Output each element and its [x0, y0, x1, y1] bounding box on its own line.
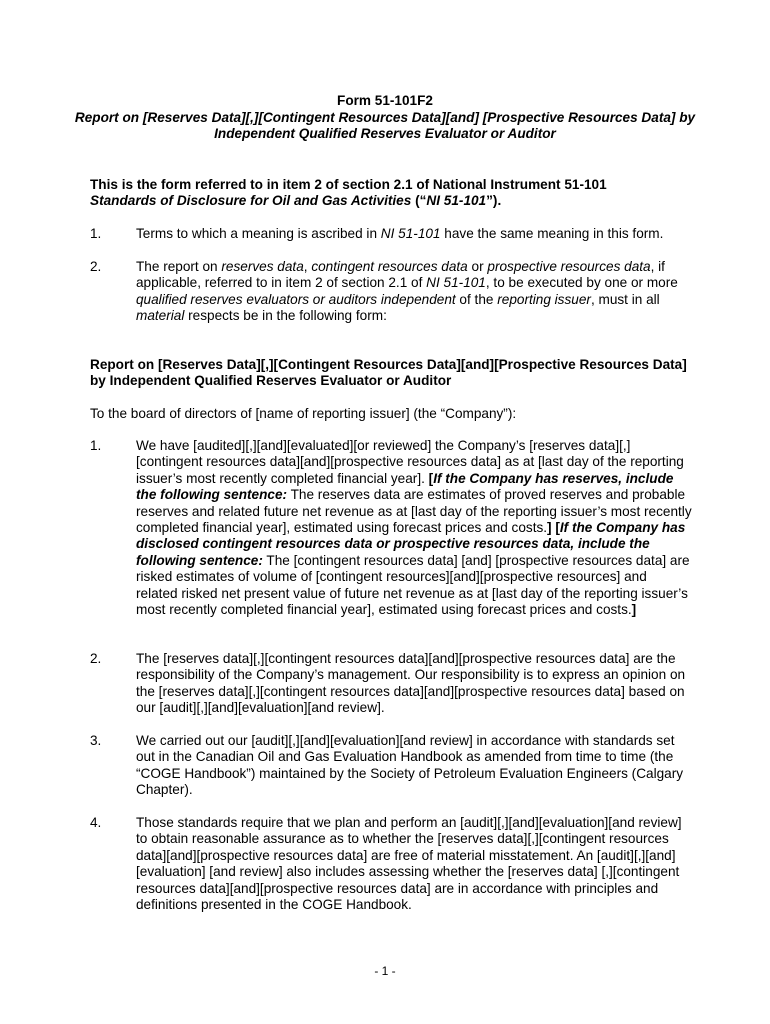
salutation: To the board of directors of [name of reporting issuer] (the “Company”): [90, 406, 517, 421]
instruction-number: 2. [90, 259, 102, 274]
instruction-number: 1. [90, 226, 102, 241]
instruction-2: The report on reserves data, contingent resources data or prospective resources data, if applicable, referred to in item 2 of section 2.1 of NI 51-101, to be executed by one or more qualified reserves evaluators or auditors independent of the reporting issuer, must in all material respects be in the following form: [136, 259, 678, 324]
intro-instrument-title: Standards of Disclosure for Oil and Gas Activities [90, 193, 412, 209]
report-item-2: The [reserves data][,][contingent resources data][and][prospective resources data] are the responsibility of the Company’s management. Our responsibility is to express an opinion on the [reserves data][,][contingent resources data][and][prospective resources data] based on our [audit][,][and][evaluation][and review]. [136, 651, 686, 716]
report-item-number: 2. [90, 651, 102, 666]
form-title-block [60, 93, 710, 143]
report-item-number: 4. [90, 815, 102, 830]
intro-open: (“ [411, 193, 427, 209]
page-number: - 1 - [374, 964, 396, 978]
intro-line1: This is the form referred to in item 2 of section 2.1 of National Instrument 51-101 [90, 177, 607, 192]
report-item-number: 1. [90, 438, 102, 453]
intro-paragraph [90, 177, 690, 210]
report-item-number: 3. [90, 733, 102, 748]
intro-ni-abbrev: NI 51-101 [426, 193, 487, 209]
report-heading: Report on [Reserves Data][,][Contingent Resources Data][and][Prospective Resources Data] by Independent Qualified Reserves Evaluator or Auditor [90, 357, 687, 389]
report-item-1: We have [audited][,][and][evaluated][or reviewed] the Company’s [reserves data][,][contingent resources data][and][prospective resources data] as at [last day of the reporting issuer’s most recently completed financial year]. [If the Company has reserves, include the following sentence: The reserves data are estimates of proved reserves and probable reserves and related future net revenue as at [last day of the reporting issuer’s most recently completed financial year], estimated using forecast prices and costs.] [If the Company has disclosed contingent resources data or prospective resources data, include the following sentence: The [contingent resources data] [and] [prospective resources data] are risked estimates of volume of [contingent resources][and][prospective resources] and related risked net present value of future net revenue as at [last day of the reporting issuer’s most recently completed financial year], estimated using forecast prices and costs.] [136, 438, 692, 618]
form-title: Form 51-101F2 [337, 93, 433, 108]
instruction-1: Terms to which a meaning is ascribed in NI 51-101 have the same meaning in this form. [136, 226, 664, 241]
form-subtitle: Report on [Reserves Data][,][Contingent Resources Data][and] [Prospective Resources Data] by Independent Qualified Reserves Evaluator or Auditor [74, 109, 696, 141]
intro-close: ”). [486, 193, 502, 209]
report-item-3: We carried out our [audit][,][and][evaluation][and review] in accordance with standards set out in the Canadian Oil and Gas Evaluation Handbook as amended from time to time (the “COGE Handbook”) maintained by the Society of Petroleum Evaluation Engineers (Calgary Chapter). [136, 733, 684, 798]
report-item-4: Those standards require that we plan and perform an [audit][,][and][evaluation][and review] to obtain reasonable assurance as to whether the [reserves data][,][contingent resources data][and][prospective resources data] are free of material misstatement. An [audit][,][and][evaluation] [and review] also includes assessing whether the [reserves data] [,][contingent resources data][and][prospective resources data] are in accordance with principles and definitions presented in the COGE Handbook. [136, 815, 682, 913]
